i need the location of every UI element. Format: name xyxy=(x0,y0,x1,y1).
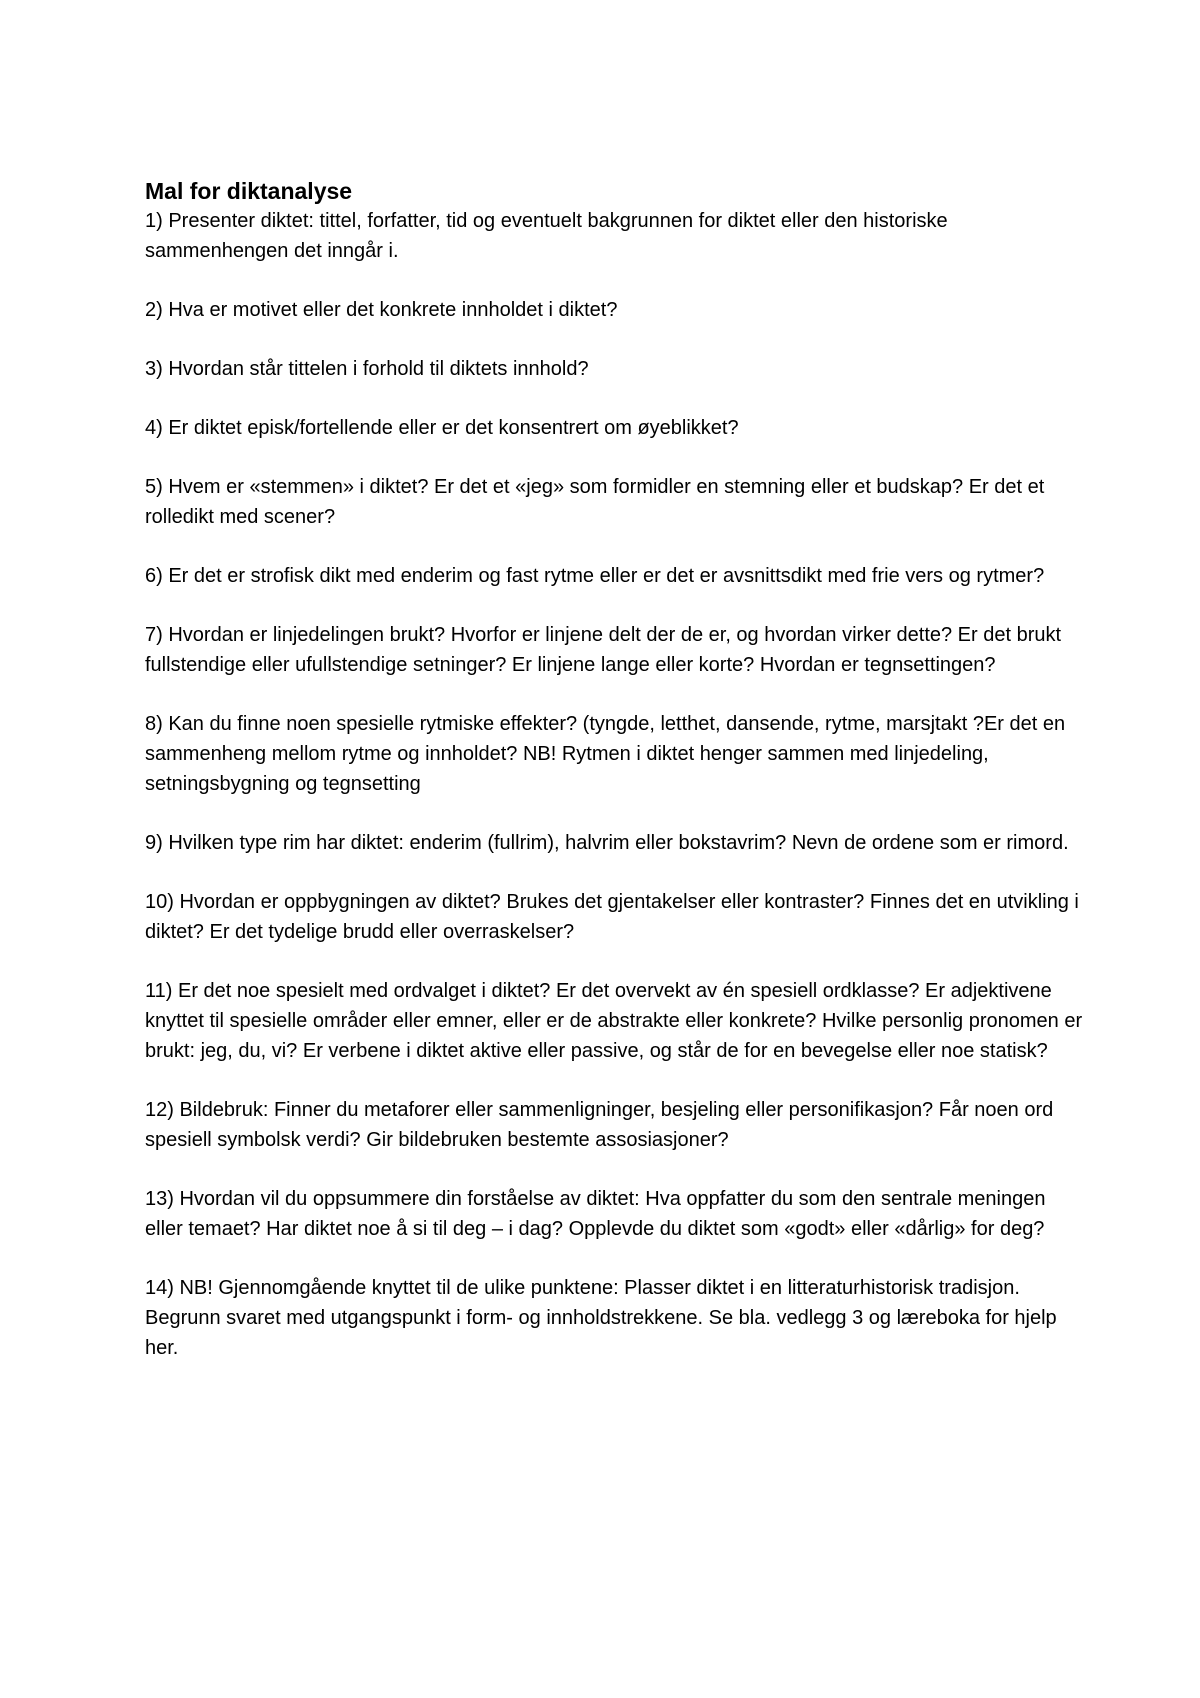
question-5: 5) Hvem er «stemmen» i diktet? Er det et «jeg» som formidler en stemning eller et budskap? Er det et rolledikt med scener? xyxy=(145,476,1045,528)
question-1: 1) Presenter diktet: tittel, forfatter, tid og eventuelt bakgrunnen for diktet eller den historiske sammenhengen det inngår i. xyxy=(145,210,948,262)
document-title: Mal for diktanalyse xyxy=(145,178,353,204)
question-3: 3) Hvordan står tittelen i forhold til diktets innhold? xyxy=(145,358,589,380)
question-13: 13) Hvordan vil du oppsummere din forståelse av diktet: Hva oppfatter du som den sentrale meningen eller temaet? Har diktet noe å si til deg – i dag? Opplevde du diktet som «godt» eller «dårlig» for deg? xyxy=(145,1188,1046,1240)
question-14: 14) NB! Gjennomgående knyttet til de ulike punktene: Plasser diktet i en litteraturhistorisk tradisjon. Begrunn svaret med utgangspunkt i form- og innholdstrekkene. Se bla. vedlegg 3 og læreboka for hjelp her. xyxy=(145,1277,1057,1359)
question-6: 6) Er det er strofisk dikt med enderim og fast rytme eller er det er avsnittsdikt med frie vers og rytmer? xyxy=(145,565,1045,587)
question-4: 4) Er diktet episk/fortellende eller er det konsentrert om øyeblikket? xyxy=(145,417,739,439)
question-8: 8) Kan du finne noen spesielle rytmiske effekter? (tyngde, letthet, dansende, rytme, marsjtakt ?Er det en sammenheng mellom rytme og innholdet? NB! Rytmen i diktet henger sammen med linjedeling, setningsbygning og tegnsetting xyxy=(145,713,1066,795)
question-10: 10) Hvordan er oppbygningen av diktet? Brukes det gjentakelser eller kontraster? Finnes det en utvikling i diktet? Er det tydelige brudd eller overraskelser? xyxy=(145,891,1079,943)
question-2: 2) Hva er motivet eller det konkrete innholdet i diktet? xyxy=(145,299,618,321)
question-11: 11) Er det noe spesielt med ordvalget i diktet? Er det overvekt av én spesiell ordklasse? Er adjektivene knyttet til spesielle områder eller emner, eller er de abstrakte eller konkrete? Hvilke personlig pronomen er brukt: jeg, du, vi? Er verbene i diktet aktive eller passive, og står de for en bevegelse eller noe statisk? xyxy=(145,980,1083,1062)
question-7: 7) Hvordan er linjedelingen brukt? Hvorfor er linjene delt der de er, og hvordan virker dette? Er det brukt fullstendige eller ufullstendige setninger? Er linjene lange eller korte? Hvordan er tegnsettingen? xyxy=(145,624,1062,676)
document-page xyxy=(145,176,1085,1392)
question-9: 9) Hvilken type rim har diktet: enderim (fullrim), halvrim eller bokstavrim? Nevn de ordene som er rimord. xyxy=(145,832,1069,854)
question-12: 12) Bildebruk: Finner du metaforer eller sammenligninger, besjeling eller personifikasjon? Får noen ord spesiell symbolsk verdi? Gir bildebruken bestemte assosiasjoner? xyxy=(145,1099,1054,1151)
